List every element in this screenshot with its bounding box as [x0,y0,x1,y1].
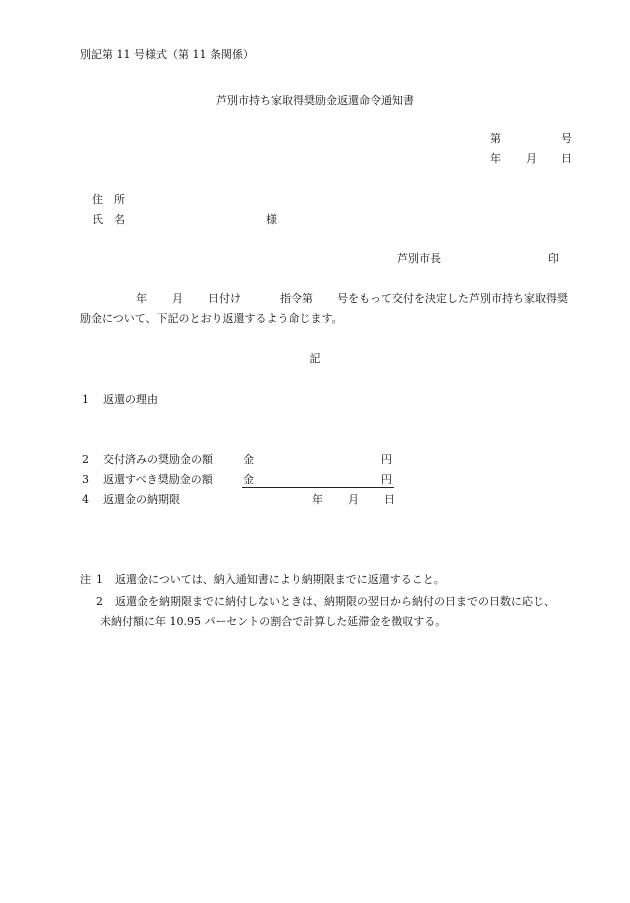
note-2-text-line2: 未納付額に年 10.95 パーセントの割合で計算した延滞金を徴収する。 [100,615,447,628]
item-4-day: 日 [384,493,395,506]
item-4-label: 返還金の納期限 [103,493,180,506]
note-1-number: 1 [96,573,103,586]
doc-number-prefix: 第 [490,132,501,145]
item-3-label: 返還すべき奨励金の額 [103,473,213,486]
note-2-number: 2 [96,595,103,608]
note-2-text-line1: 返還金を納期限までに納付しないときは、納期限の翌日から納付の日までの日数に応じ、 [115,595,555,608]
document-title: 芦別市持ち家取得奨励金返還命令通知書 [216,94,414,107]
date-month: 月 [526,152,537,165]
ki-heading: 記 [309,352,321,365]
note-1-text: 返還金については、納入通知書により納期限までに返還すること。 [115,573,445,586]
issuer-seal: 印 [548,252,559,265]
date-day: 日 [561,152,572,165]
item-4-month: 月 [348,493,359,506]
item-3-number: 3 [82,473,89,486]
issuer-name: 芦別市長 [397,252,441,265]
body-dated: 日付け [208,292,241,305]
item-3-yen: 円 [381,473,392,486]
item-2-kin: 金 [243,453,254,466]
item-1-number: 1 [82,393,89,406]
body-month: 月 [172,292,183,305]
item-2-label: 交付済みの奨励金の額 [103,453,213,466]
date-year: 年 [490,152,501,165]
item-4-number: 4 [82,493,89,506]
doc-number-suffix: 号 [561,132,572,145]
name-label: 氏 名 [92,213,125,226]
body-year: 年 [136,292,147,305]
address-label: 住 所 [92,193,125,206]
body-line2: 励金について、下記のとおり返還するよう命じます。 [80,312,343,325]
form-header-label: 別記第 11 号様式（第 11 条関係） [80,48,254,61]
body-line1-rest: 号をもって交付を決定した芦別市持ち家取得奨 [337,292,568,305]
body-order-no: 指令第 [280,292,313,305]
item-3-amount-underline [242,473,394,488]
honorific-sama: 様 [266,213,277,226]
item-2-yen: 円 [381,453,392,466]
item-1-label: 返還の理由 [103,393,158,406]
item-3-kin: 金 [243,473,254,486]
note-prefix: 注 [80,573,91,586]
item-4-year: 年 [312,493,323,506]
item-2-number: 2 [82,453,89,466]
